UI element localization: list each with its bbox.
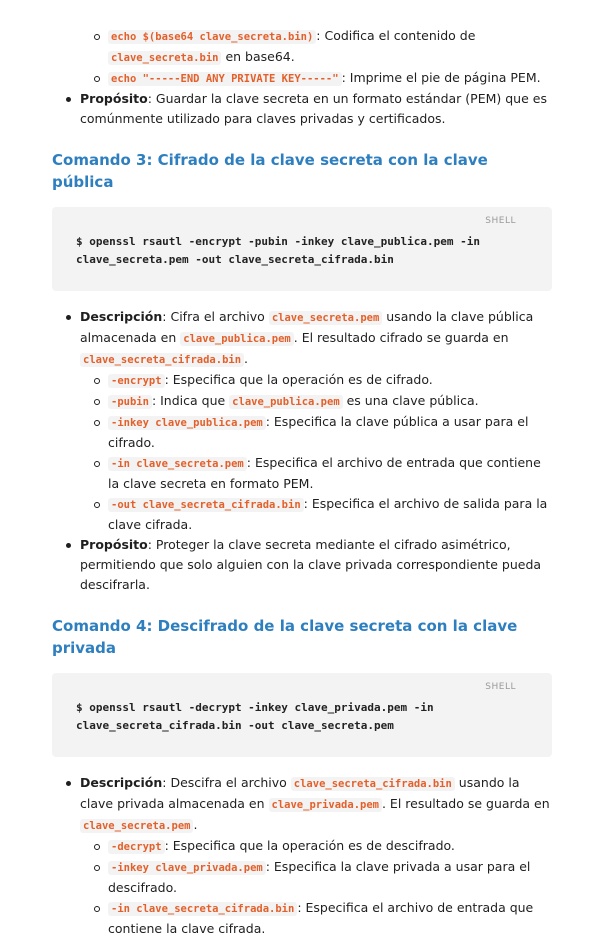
item-text: : Cifra el archivo bbox=[162, 309, 269, 324]
code-lang-label: SHELL bbox=[485, 216, 516, 226]
cmd4-list bbox=[52, 773, 552, 939]
top-list bbox=[52, 26, 552, 89]
inline-code: clave_privada.pem bbox=[269, 798, 382, 812]
item-text: : Especifica el archivo de salida para la clave cifrada. bbox=[108, 496, 548, 532]
option-item bbox=[52, 857, 552, 898]
item-text: : Descifra el archivo bbox=[162, 775, 291, 790]
item-text: : Codifica el contenido de bbox=[316, 28, 476, 43]
inline-code: -out clave_secreta_cifrada.bin bbox=[108, 498, 304, 512]
item-text: : Especifica el archivo de entrada que contiene la clave cifrada. bbox=[108, 900, 534, 936]
inline-code: clave_secreta.pem bbox=[80, 819, 193, 833]
inline-code: -in clave_secreta.pem bbox=[108, 457, 247, 471]
cmd3-list bbox=[52, 307, 552, 595]
inline-code: echo "-----END ANY PRIVATE KEY-----" bbox=[108, 72, 342, 86]
item-text: es una clave pública. bbox=[342, 393, 479, 408]
options-list bbox=[52, 836, 552, 939]
option-item bbox=[52, 494, 552, 535]
option-item bbox=[52, 370, 552, 391]
item-text: . El resultado se guarda en bbox=[381, 796, 550, 811]
label-bold: Propósito bbox=[80, 537, 148, 552]
item-text: : Proteger la clave secreta mediante el cifrado asimétrico, permitiendo que solo alguien con la clave privada correspondiente pueda descifrarla. bbox=[80, 537, 542, 592]
item-text: . El resultado cifrado se guarda en bbox=[293, 330, 509, 345]
code-content[interactable]: $ openssl rsautl -encrypt -pubin -inkey clave_publica.pem -in clave_secreta.pem -out clave_secreta_cifrada.bin bbox=[76, 235, 480, 266]
item-text: : Especifica la clave pública a usar para el cifrado. bbox=[108, 414, 529, 450]
item-text: : Indica que bbox=[151, 393, 230, 408]
label-bold: Propósito bbox=[80, 91, 148, 106]
inline-code: clave_secreta_cifrada.bin bbox=[291, 777, 455, 791]
item-text: : Guardar la clave secreta en un formato estándar (PEM) que es comúnmente utilizado para claves privadas y certificados. bbox=[80, 91, 547, 126]
list-item-descripcion bbox=[52, 307, 552, 535]
item-text: : Especifica que la operación es de descifrado. bbox=[164, 838, 455, 853]
code-lang-label: SHELL bbox=[485, 682, 516, 692]
list-item-proposito bbox=[52, 535, 552, 595]
list-item bbox=[52, 26, 552, 68]
item-text: . bbox=[244, 351, 249, 366]
option-item bbox=[52, 453, 552, 494]
item-text: . bbox=[193, 817, 198, 832]
item-text: : Imprime el pie de página PEM. bbox=[341, 70, 541, 85]
option-item bbox=[52, 898, 552, 939]
list-item bbox=[52, 68, 552, 89]
inline-code: -encrypt bbox=[108, 374, 165, 388]
inline-code: clave_publica.pem bbox=[229, 395, 342, 409]
list-item-proposito bbox=[52, 89, 552, 129]
label-bold: Descripción bbox=[80, 775, 163, 790]
top-list-container bbox=[52, 26, 552, 89]
list-item-descripcion bbox=[52, 773, 552, 939]
inline-code: -inkey clave_privada.pem bbox=[108, 861, 266, 875]
option-item bbox=[52, 836, 552, 857]
code-content[interactable]: $ openssl rsautl -decrypt -inkey clave_privada.pem -in clave_secreta_cifrada.bin -out clave_secreta.pem bbox=[76, 701, 434, 732]
option-item bbox=[52, 412, 552, 453]
item-text: : Especifica la clave privada a usar para el descifrado. bbox=[108, 859, 531, 895]
item-text: usando la clave pública almacenada en bbox=[80, 309, 534, 345]
inline-code: -decrypt bbox=[108, 840, 165, 854]
inline-code: -in clave_secreta_cifrada.bin bbox=[108, 902, 297, 916]
inline-code: clave_publica.pem bbox=[180, 332, 293, 346]
code-block-cmd4[interactable] bbox=[52, 673, 552, 757]
item-text: usando la clave privada almacenada en bbox=[80, 775, 520, 811]
inline-code: clave_secreta_cifrada.bin bbox=[80, 353, 244, 367]
option-item bbox=[52, 391, 552, 412]
label-bold: Descripción bbox=[80, 309, 163, 324]
inline-code: clave_secreta.pem bbox=[269, 311, 382, 325]
section-heading-cmd4: Comando 4: Descifrado de la clave secreta con la clave privada bbox=[52, 617, 518, 657]
inline-code: -inkey clave_publica.pem bbox=[108, 416, 266, 430]
options-list bbox=[52, 370, 552, 535]
inline-code: -pubin bbox=[108, 395, 152, 409]
top-sublist bbox=[52, 26, 552, 89]
item-text: : Especifica el archivo de entrada que contiene la clave secreta en formato PEM. bbox=[108, 455, 541, 491]
item-text: en base64. bbox=[221, 49, 295, 64]
code-block-cmd3[interactable] bbox=[52, 207, 552, 291]
item-text: : Especifica que la operación es de cifrado. bbox=[164, 372, 433, 387]
document-body bbox=[52, 26, 552, 939]
inline-code: echo $(base64 clave_secreta.bin) bbox=[108, 30, 316, 44]
proposito-list bbox=[52, 89, 552, 129]
section-heading-cmd3: Comando 3: Cifrado de la clave secreta con la clave pública bbox=[52, 151, 488, 191]
inline-code: clave_secreta.bin bbox=[108, 51, 221, 65]
